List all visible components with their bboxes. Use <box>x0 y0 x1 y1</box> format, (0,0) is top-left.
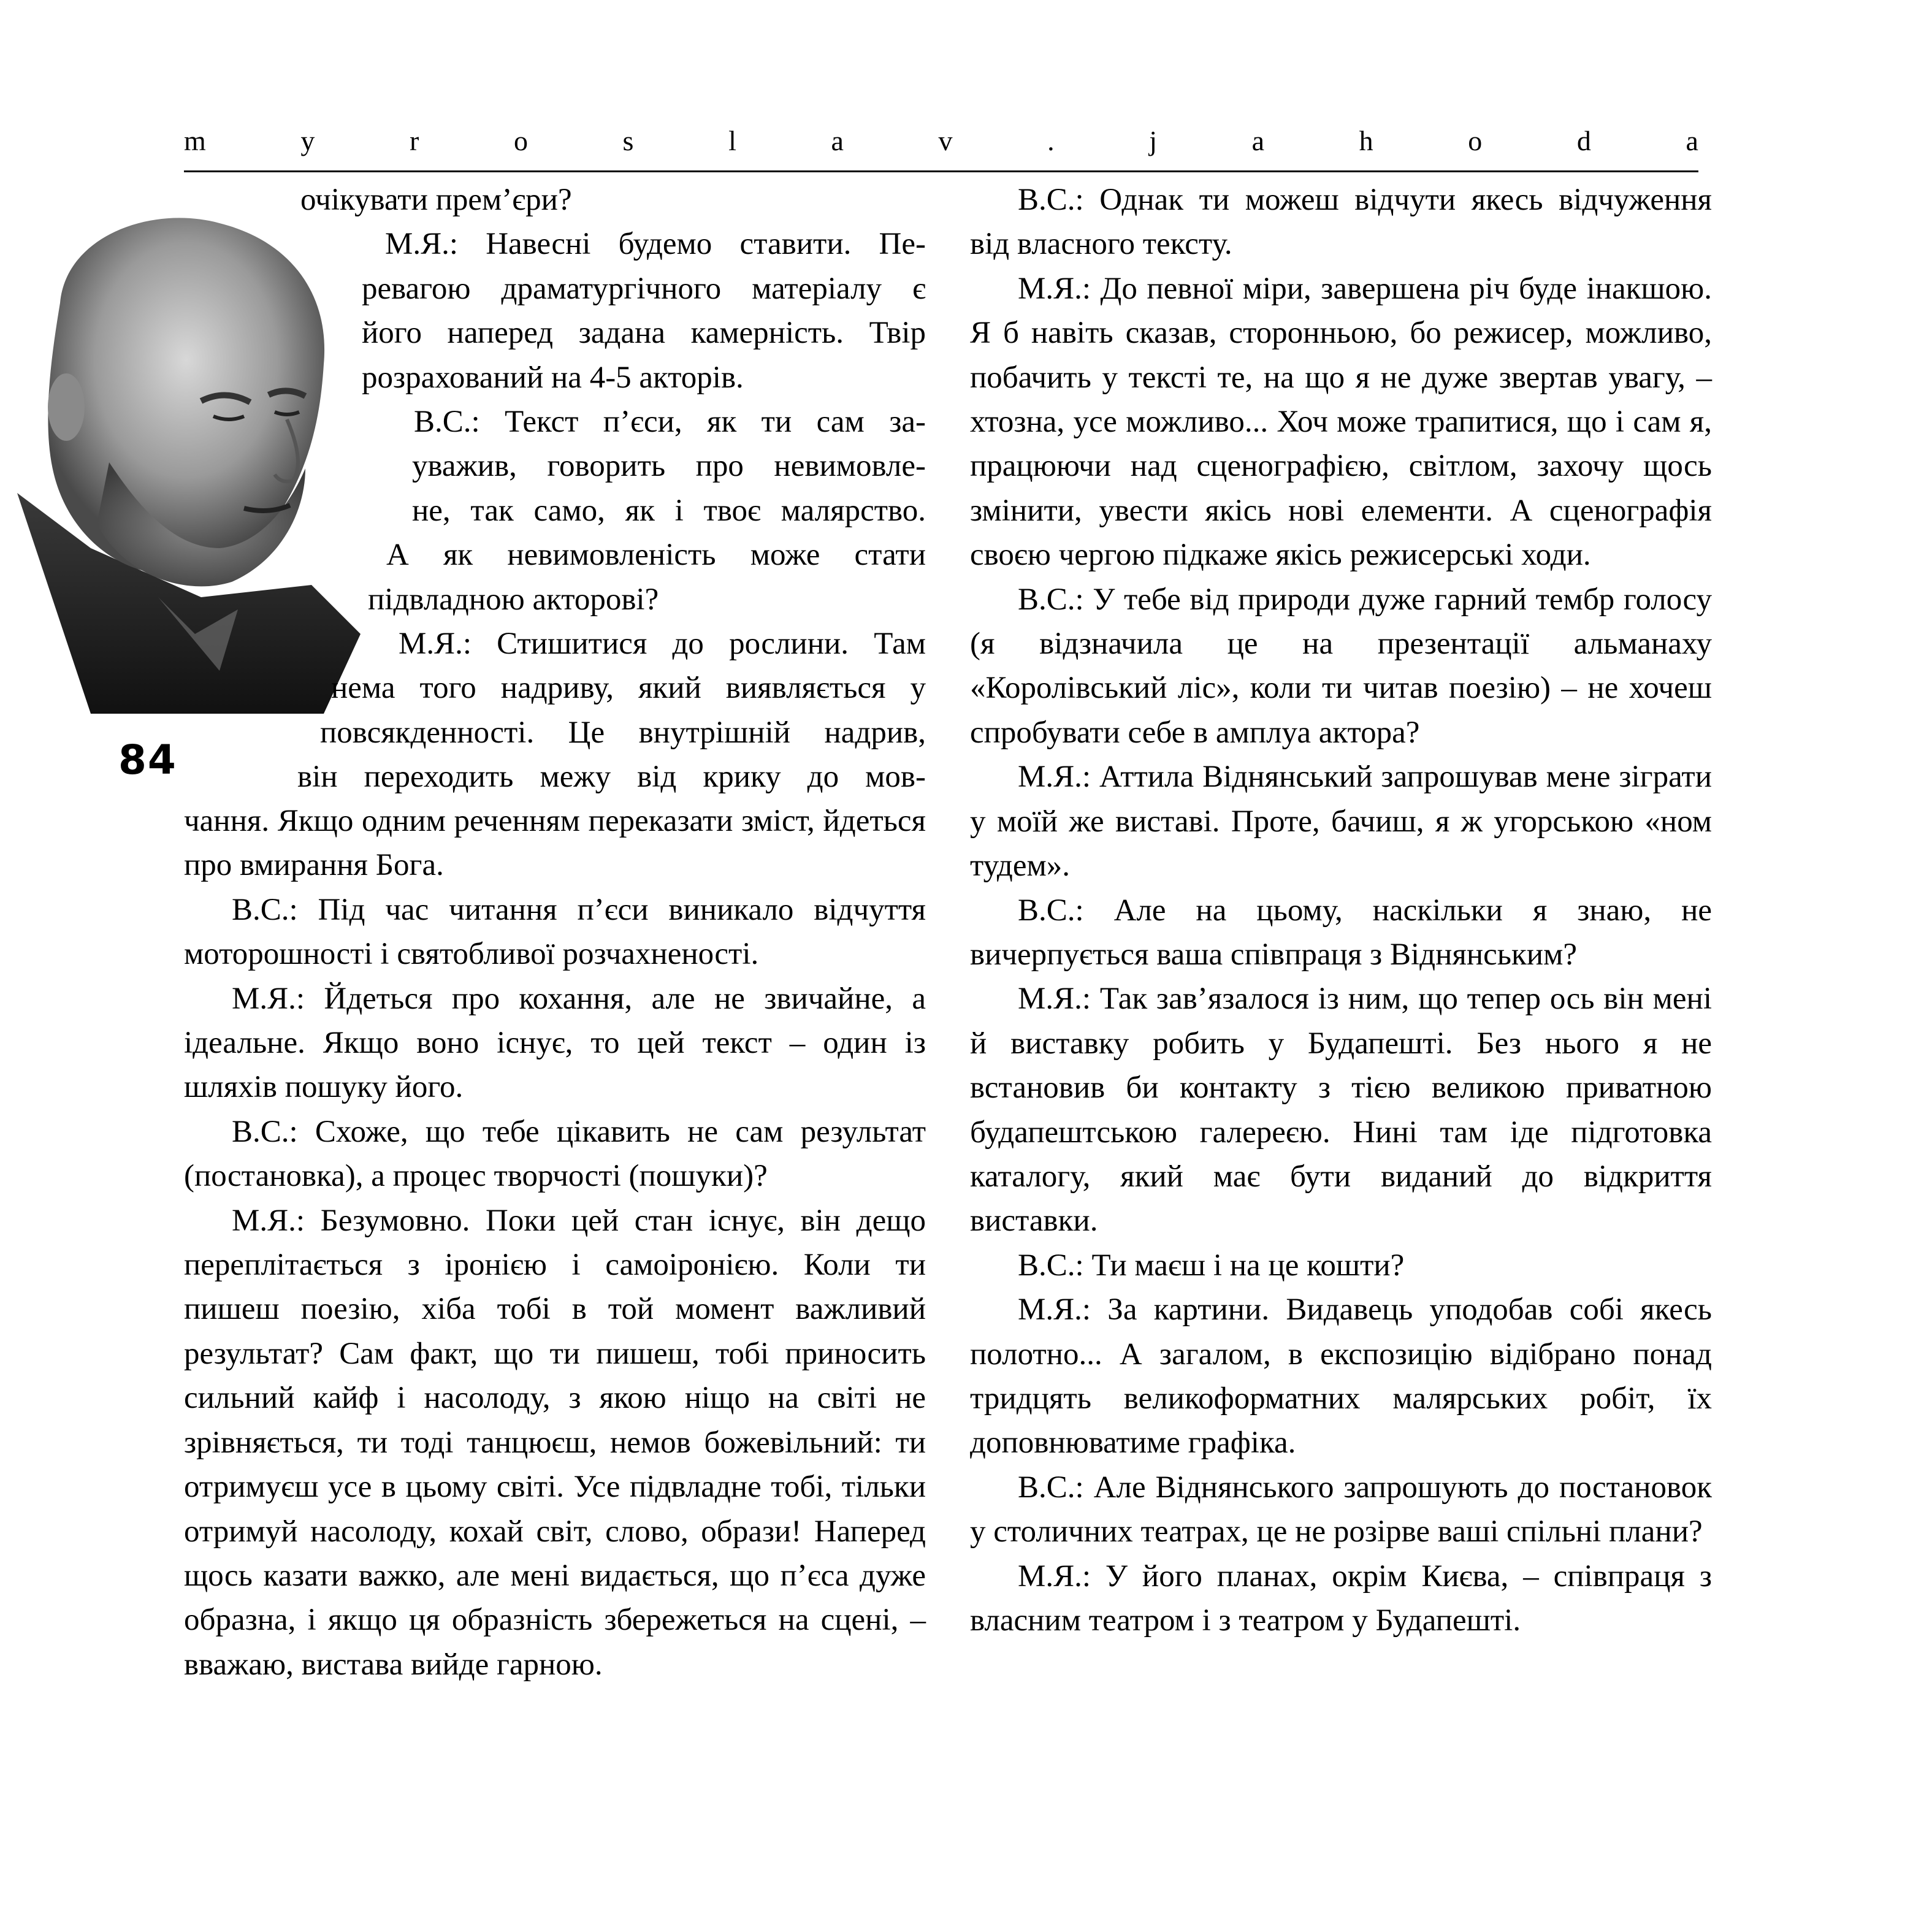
text-line: В.С.: Текст п’єси, як ти сам за- <box>414 405 926 440</box>
dialogue-paragraph: М.Я.: Йдеться про кохання, але не звичайне, а ідеальне. Якщо воно існує, то цей текст – один із шляхів пошуку його. <box>184 981 926 1105</box>
header-letter: v <box>938 125 953 156</box>
dialogue-paragraph: М.Я.: Так зав’язалося із ним, що тепер ось він мені й виставку робить у Будапешті. Без нього я не встановив би контакту з тією великою приватною будапештською галереєю. Нині там іде підготовка каталогу, який має бути виданий до відкриття виставки. <box>970 982 1712 1239</box>
text-line: його наперед задана камерність. Твір <box>362 316 926 351</box>
text-line: підвладною акторові? <box>368 582 659 617</box>
header-letter: s <box>622 125 634 156</box>
text-line: уважив, говорить про невимовле- <box>412 449 926 484</box>
header-letter: a <box>1251 125 1265 156</box>
text-line: нема того надриву, який виявляється у <box>331 671 926 706</box>
dialogue-paragraph: М.Я.: До певної міри, завершена річ буде інакшою. Я б навіть сказав, сторонньою, бо режисер, можливо, побачить у тексті те, на що я не дуже звертав увагу, – хтозна, усе можливо... Хоч може трапитися, що і сам я, працюючи над сценографією, світлом, захочу щось змінити, увести якісь нові елементи. А сценографія своєю чергою підкаже якісь режисерські ходи. <box>970 271 1712 573</box>
dialogue-paragraph: М.Я.: У його планах, окрім Києва, – співпраця з власним театром і з театром у Будапешті. <box>970 1559 1712 1638</box>
header-letter: o <box>1468 125 1483 156</box>
continuation-paragraph: чання. Якщо одним реченням переказати зміст, йдеться про вмирання Бога. <box>184 804 926 883</box>
right-column-text <box>970 178 1712 1643</box>
text-line: не, так само, як і твоє малярство. <box>412 493 926 528</box>
text-line: ревагою драматургічного матеріалу є <box>362 271 926 306</box>
header-rule <box>184 170 1698 172</box>
header-letter: h <box>1359 125 1373 156</box>
text-line: він переходить межу від крику до мов- <box>297 760 926 795</box>
header-letter: y <box>300 125 315 156</box>
header-letter: r <box>410 125 419 156</box>
page-number: 84 <box>118 736 177 784</box>
header-letter: a <box>831 125 844 156</box>
dialogue-paragraph: В.С.: Але на цьому, наскільки я знаю, не вичерпується ваша співпраця з Віднянським? <box>970 893 1712 972</box>
header-letter: . <box>1047 125 1055 156</box>
text-line: М.Я.: Стишитися до рослини. Там <box>399 627 926 662</box>
running-header <box>184 123 1698 159</box>
dialogue-paragraph: В.С.: Під час читання п’єси виникало відчуття моторошності і святобливої розчахненості. <box>184 892 926 972</box>
text-line: розрахований на 4-5 акторів. <box>362 360 744 395</box>
dialogue-paragraph: М.Я.: За картини. Видавець уподобав собі якесь полотно... А загалом, в експозицію відібрано понад тридцять великоформатних малярських робіт, їх доповнюватиме графіка. <box>970 1292 1712 1460</box>
left-column-wrapped-text <box>0 178 926 800</box>
dialogue-paragraph: В.С.: Схоже, що тебе цікавить не сам результат (постановка), а процес творчості (пошуки)? <box>184 1114 926 1194</box>
dialogue-paragraph: М.Я.: Аттила Віднянський запрошував мене зіграти у моїй же виставі. Проте, бачиш, я ж угорською «ном тудем». <box>970 760 1712 884</box>
text-line: А як невимовленість може стати <box>386 538 926 573</box>
dialogue-paragraph: М.Я.: Безумовно. Поки цей стан існує, він дещо переплітається з іронією і самоіронією. Коли ти пишеш поезію, хіба тобі в той момент важливий результат? Сам факт, що ти пишеш, тобі приносить сильний кайф і насолоду, з якою ніщо на світі не зрівняється, ти тоді танцюєш, немов божевільний: ти отримуєш усе в цьому світі. Усе підвладне тобі, тільки отримуй насолоду, кохай світ, слово, образи! Наперед щось казати важко, але мені видається, що п’єса дуже образна, і якщо ця образність збережеться на сцені, – вважаю, вистава вийде гарною. <box>184 1203 926 1682</box>
dialogue-paragraph: В.С.: Але Віднянського запрошують до постановок у столичних театрах, це не розірве ваші спільні плани? <box>970 1470 1712 1549</box>
dialogue-paragraph: В.С.: Однак ти можеш відчути якесь відчуження від власного тексту. <box>970 183 1712 262</box>
text-line: очікувати прем’єри? <box>300 183 572 217</box>
header-letter: m <box>184 125 206 156</box>
text-line: повсякденності. Це внутрішній надрив, <box>320 715 926 750</box>
left-column-text <box>184 799 926 1687</box>
dialogue-paragraph: В.С.: У тебе від природи дуже гарний тембр голосу (я відзначила це на презентації альманаху «Королівський ліс», коли ти читав поезію) – не хочеш спробувати себе в амплуа актора? <box>970 582 1712 750</box>
header-letter: a <box>1686 125 1698 156</box>
text-line: М.Я.: Навесні будемо ставити. Пе- <box>385 227 926 262</box>
dialogue-paragraph: В.С.: Ти маєш і на це кошти? <box>1018 1248 1405 1283</box>
header-letter: d <box>1576 125 1591 156</box>
header-letter: o <box>513 125 528 156</box>
header-letter: j <box>1149 125 1157 156</box>
header-letter: l <box>728 125 736 156</box>
